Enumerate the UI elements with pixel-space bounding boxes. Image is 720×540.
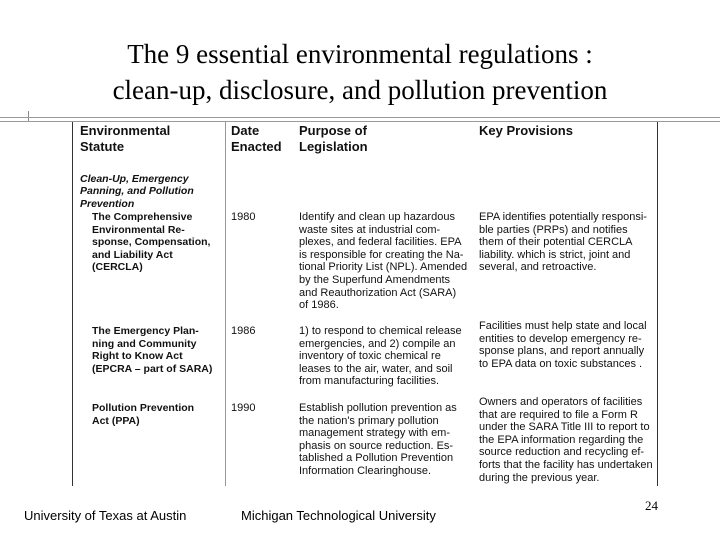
row-3-purpose: Establish pollution prevention as the nation's primary pollution management strategy with em- phasis on source reduction. Es- tablished a Pollution Prevention Information Clearinghouse. (299, 402, 457, 477)
slide-title-line-1: The 9 essential environmental regulations : (127, 39, 593, 69)
row-2-provisions: Facilities must help state and local entities to develop emergency re- sponse plans, and report annually to EPA data on toxic substances . (479, 320, 647, 370)
row-2-purpose: 1) to respond to chemical release emergencies, and 2) compile an inventory of toxic chemical re leases to the air, water, and soil from manufacturing facilities. (299, 325, 462, 388)
header-statute: Environmental Statute (80, 123, 171, 154)
column-divider (225, 122, 226, 486)
row-3-date: 1990 (231, 402, 256, 414)
header-purpose: Purpose of Legislation (299, 123, 368, 154)
row-3-statute: Pollution Prevention Act (PPA) (92, 402, 195, 427)
slide-title-line-2: clean-up, disclosure, and pollution prevention (112, 75, 608, 105)
slide-title (0, 36, 720, 108)
row-1-purpose: Identify and clean up hazardous waste sites at industrial com- plexes, and federal facilities. EPA is responsible for creating the Na- tional Priority List (NPL). Amended by the Superfund Amendments and Reauthorization Act (SARA) of 1986. (299, 211, 468, 312)
ruler-mark (28, 111, 33, 121)
row-1-statute: The Comprehensive Environmental Re- sponse, Compensation, and Liability Act (CERCLA) (92, 211, 211, 274)
header-date: Date Enacted (231, 123, 282, 154)
footer-michigan-tech: Michigan Technological University (241, 508, 436, 523)
row-1-date: 1980 (231, 211, 256, 223)
row-1-provisions: EPA identifies potentially responsi- ble parties (PRPs) and notifies them of their potential CERCLA liability. which is strict, joint and several, and retroactive. (479, 211, 647, 274)
footer-university-texas: University of Texas at Austin (24, 508, 187, 523)
header-provisions: Key Provisions (479, 123, 573, 138)
row-2-statute: The Emergency Plan- ning and Community Right to Know Act (EPCRA – part of SARA) (92, 325, 213, 375)
row-3-provisions: Owners and operators of facilities that are required to file a Form R under the SARA Title III to report to the EPA information regarding the source reduction and recycling ef- forts that the facility has undertaken during the previous year. (479, 396, 653, 484)
page-number: 24 (645, 498, 658, 513)
title-divider (0, 117, 720, 118)
category-label: Clean-Up, Emergency Panning, and Pollution Prevention (80, 173, 194, 210)
row-2-date: 1986 (231, 325, 256, 337)
regulations-table (72, 122, 658, 486)
